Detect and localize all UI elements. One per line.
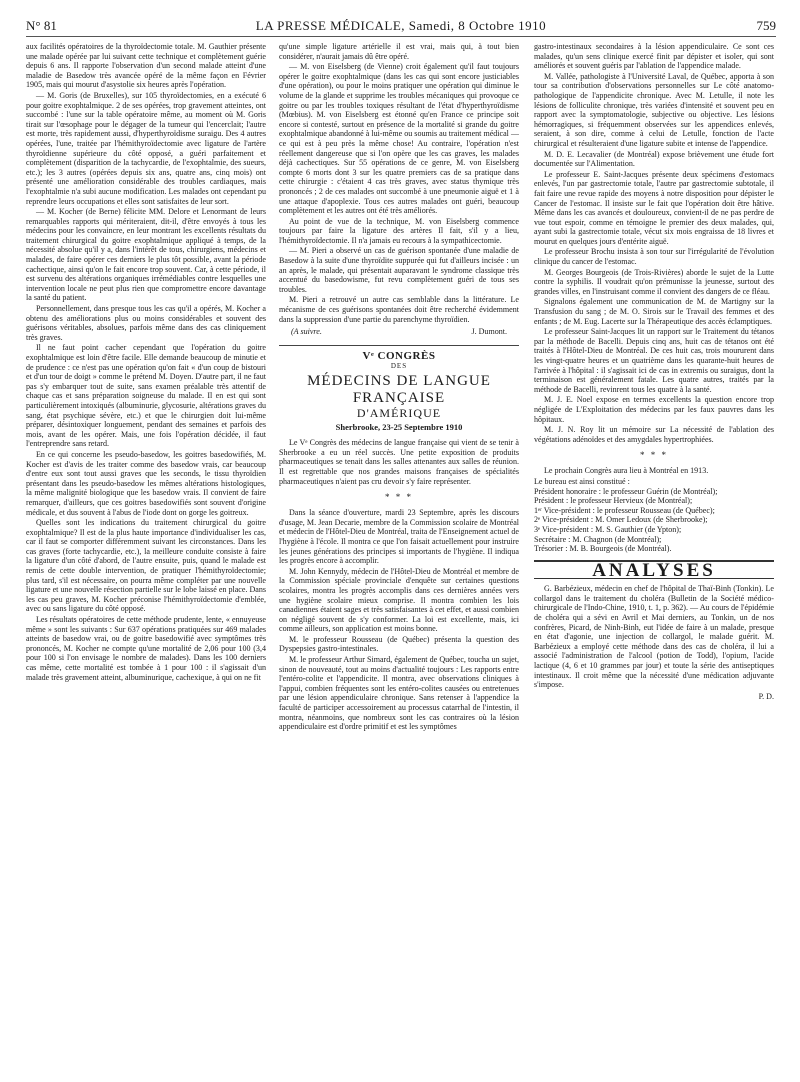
author-name: J. Dumont.: [471, 327, 507, 337]
officer-line: 2ᵉ Vice-président : M. Omer Ledoux (de Sherbrooke);: [534, 515, 708, 525]
officer-line: Président honoraire : le professeur Guérin (de Montréal);: [534, 486, 718, 496]
paragraph: Le prochain Congrès aura lieu à Montréal en 1913.: [544, 466, 709, 476]
paragraph: M. Pieri a retrouvé un autre cas semblable dans la littérature. Le mécanisme de ces guérisons spontanées doit être recherché évidemment dans la suppression d'une partie du parenchyme thyroïdien.: [279, 295, 519, 324]
paragraph: Au point de vue de la technique, M. von Eiselsberg commence toujours par faire la ligature des artères Il fait, s'il y a lieu, l'hémithyroïdectomie. Il n'a jamais eu recours à la sympathicectomie.: [279, 216, 519, 245]
newspaper-page: [26, 16, 776, 1066]
issue-number: N° 81: [26, 18, 57, 33]
paragraph: G. Barbézieux, médecin en chef de l'hôpital de Thaï-Binh (Tonkin). Le collargol dans le traitement du choléra (Bulletin de la Société médico-chirurgicale de l'Indo-Chine, 1910, t. 1, p. 362). — Au cours de l'épidémie de choléra qui a sévi en Avril et Mai derniers, au Tonkin, un de nos confrères, Picard, de Ninh-Binh, eut l'idée de faire à un malade, presque en état d'agonie, une injection de collargol, le malade guérit. M. Barbézieux a employé cette méthode dans des cas de choléra, il lui a associé l'administration de l'alcool (potion de Todd), l'opium, l'acide lactique (4, 6 et 10 grammes par jour) et toute la série des antiseptiques intestinaux. Il croit même que la nécessité d'une médication adjuvante s'impose.: [534, 584, 774, 690]
congress-des: DES: [390, 362, 408, 371]
analysis-signature: P. D.: [758, 691, 774, 701]
section-stars: * * *: [640, 450, 668, 461]
paragraph: Le professeur Brochu insista à son tour sur l'irrégularité de l'évolution clinique du cancer de l'estomac.: [534, 247, 774, 267]
paragraph: Le professeur Saint-Jacques lit un rapport sur le Traitement du tétanos par la méthode de Bacelli. Depuis cinq ans, huit cas de tétanos ont été traités à l'Hôtel-Dieu de Montréal. De ces huit cas, trois moururent dans les vingt-quatre heures et un quatrième dans les quarante-huit heures de l'arrivée à l'hôpital : il s'agissait ici de cas in extremis ou suraigus, dont la terminaison est généralement fatale. Les quatre autres, traités par la méthode de Bacelli, revinrent tous les quatre à la santé.: [534, 327, 774, 394]
paragraph: Dans la séance d'ouverture, mardi 23 Septembre, après les discours d'usage, M. Jean Decarie, membre de la Commission scolaire de Montréal et médecin de l'Hôtel-Dieu de Montréal, traita de l'Enseignement actuel de l'hygiène à l'école. Il montra ce que l'on faisait actuellement pour instruire les jeunes générations des principes si importants de l'hygiène. Il indiqua les progrès encore à accomplir.: [279, 508, 519, 566]
column-2: [279, 42, 519, 1062]
divider: [279, 345, 519, 346]
paragraph: M. le professeur Arthur Simard, également de Québec, toucha un sujet, sinon de nouveauté, tout au moins d'actualité toujours : Les rapports entre l'entéro-colite et l'appendicite. Il montra, avec observations cliniques à l'appui, combien fréquentes sont les entéro-colites causées ou entretenues par une lésion appendiculaire chronique. Sans retenser à l'appendice la faculté de participer accessoirement au processus catarrhal de l'intestin, il montra, néanmoins, que nombreux sont les cas contraires où la lésion appendiculaire est d'ordre primitif et est les symptômes: [279, 655, 519, 732]
paragraph: Le Vᵉ Congrès des médecins de langue française qui vient de se tenir à Sherbrooke a eu un réel succès. Une petite exposition de produits pharmaceutiques se tenait dans les salles attenantes aux salles de réunion. Il est regrettable que nos grandes maisons françaises de spécialités pharmaceutiques n'aient pas cru devoir s'y faire représenter.: [279, 438, 519, 486]
journal-title: LA PRESSE MÉDICALE, Samedi, 8 Octobre 1910: [255, 18, 547, 33]
officer-line: Trésorier : M. B. Bourgeois (de Montréal).: [534, 544, 672, 554]
congress-ordinal: Vᵉ CONGRÈS: [362, 349, 436, 362]
paragraph: M. Georges Bourgeois (de Trois-Rivières) aborde le sujet de la Lutte contre la syphilis. Il voudrait qu'on prémunisse la jeunesse, surtout des grandes villes, en l'instruisant comme il convient des dangers de ce fléau.: [534, 267, 774, 296]
columns: [26, 42, 776, 1062]
page-header: [26, 16, 776, 37]
paragraph: — M. Pieri a observé un cas de guérison spontanée d'une maladie de Basedow à la suite d'une thyroïdite suppurée qui fut d'ailleurs incisée : un an après, le malade, qui présentait auparavant le syndrome classique très accentué du basedowisme, fut revu complètement guéri de tous ses troubles.: [279, 246, 519, 294]
paragraph: — M. von Eiselsberg (de Vienne) croit également qu'il faut toujours opérer le goitre exophtalmique (dans les cas qui sont encore justiciables d'une opération), ou pour le moins pratiquer une opération qui diminue le volume de la glande et supprime les troubles mécaniques qui provoque ce goitre ou par les troubles toxiques résultant de l'état d'hyperthyroïdisme (Mœbius). M. von Eiselsberg est étonné qu'en France ce principe soit encore si contesté, surtout en présence de la mortalité si grande du goitre exophtalmique abandonné à lui-même ou soumis au traitement médical — ce qui est à peu près la même chose! Au contraire, l'opération n'est réellement dangereuse que si l'on opère que les cas graves, les malades déjà cachectiques. Sur 55 opérations de ce genre, M. von Eiselsberg compte 6 morts dont 3 sur les quatre premiers cas de sa pratique dans cette chirurgie : c'étaient 4 cas très graves, avec status thymique très prononcés ; 2 de ces malades ont succombé à une pneumonie aiguë et 1 à une attaque d'apoplexie. Tous ces autres malades ont guéri, beaucoup complètement et les autres ont été très améliorés.: [279, 62, 519, 216]
analyses-heading: ANALYSES: [534, 560, 774, 580]
paragraph: M. John Kennydy, médecin de l'Hôtel-Dieu de Montréal et membre de la Commission spéciale provinciale d'enquête sur certaines questions scolaires, montra les progrès accomplis dans ces dernières années vers une hygiène scolaire mieux comprise. Il montra combien les lois canadiennes étaient sages et très satisfaisantes à cet effet, et aussi combien on négligé souvent de s'y conformer. La loi est excellente, mais, ici comme ailleurs, son application est moins bonne.: [279, 566, 519, 634]
officer-line: 1ᵉʳ Vice-président : le professeur Rousseau (de Québec);: [534, 505, 715, 515]
congress-place-date: Sherbrooke, 23-25 Septembre 1910: [335, 421, 463, 432]
officer-line: 3ᵉ Vice-président : M. S. Gauthier (de Ypton);: [534, 524, 682, 534]
paragraph: gastro-intestinaux secondaires à la lésion appendiculaire. Ce sont ces malades, qu'un sens clinique exercé finit par dépister et isoler, qui sont améliorés et souvent guéris par l'ablation de l'appendice malade.: [534, 42, 774, 71]
paragraph: aux facilités opératoires de la thyroïdectomie totale. M. Gauthier présente une malade opérée par lui suivant cette technique et complètement guérie depuis 6 ans. Il rapporte l'observation d'un second malade atteint d'une maladie de Basedow très avancée opéré de la même façon en Février 1905, mais qui mourut d'asystolie six heures après l'opération.: [26, 42, 266, 90]
to-be-continued: (A suivre.: [291, 327, 322, 337]
paragraph: En ce qui concerne les pseudo-basedow, les goitres basedowifiés, M. Kocher est d'avis de les traiter comme des basedow vrais, car beaucoup d'entre eux sont tout aussi graves que les seconds, le tissu thyroïdien présentant dans les pseudo-basedow les mêmes altérations histologiques, la même malignité biologique que les basedow vrais. Il convient de faire remarquer, d'ailleurs, que ces goitres basedowifiés sont souvent d'origine médicale, et dus souvent à l'abus de l'iode dont on gorge les goitreux.: [26, 449, 266, 517]
paragraph: Il ne faut point cacher cependant que l'opération du goitre exophtalmique est loin d'être facile. Elle demande beaucoup de minutie et de prudence : ce n'est pas une opération qu'on fait « d'un coup de bistouri et d'un tour de doigt » comme le prétend M. Doyen. D'autre part, il ne faut pas s'y embarquer tout de suite, sans examen préalable très attentif de chaque cas et sans préparation soigneuse du malade. Il en est qui sont particulièrement intoxiqués (albuminurie, glycosurie, altérations graves du sang, état psychique sévère, etc.) et que le chirurgien doit lui-même préparer, désintoxiquer longuement, pendant des semaines et parfois des mois, avant de les opérer. Mais, une fois l'opération décidée, il faut l'entreprendre sans retard.: [26, 343, 266, 449]
paragraph: M. J. E. Noel expose en termes excellents la question encore trop négligée de L'Exploitation des médecins par les faux pauvres dans les hôpitaux.: [534, 395, 774, 424]
officers-list: [534, 477, 774, 554]
officer-line: Président : le professeur Hervieux (de Montréal);: [534, 496, 693, 506]
page-number: 759: [756, 18, 776, 33]
congress-subtitle: D'AMÉRIQUE: [356, 406, 442, 420]
officer-line: Secrétaire : M. Chagnon (de Montréal);: [534, 534, 662, 544]
paragraph: — M. Kocher (de Berne) félicite MM. Delore et Lenormant de leurs remarquables rapports qui mériteraient, dit-il, d'être envoyés à tous les médecins pour les convaincre, en leur montrant les excellents résultats du traitement chirurgical du goitre exophtalmique appliqué à temps, de la nécessité absolue qu'il y a, dans l'intérêt de tous, chirurgiens, médecins et malades, de faire opérer ces derniers le plus tôt possible, avant la période cachectique, ainsi qu'on le fait encore trop souvent. Car, à cette période, il est survenu des altérations organiques irrémédiables contre lesquelles une intervention locale ne peut plus rien que compromettre encore davantage la santé du patient.: [26, 207, 266, 303]
paragraph: Personnellement, dans presque tous les cas qu'il a opérés, M. Kocher a obtenu des améliorations plus ou moins considérables et souvent des guérisons véritables, absolues, parfois même dans des cas cliniquement très graves.: [26, 304, 266, 342]
paragraph: M. Vallée, pathologiste à l'Université Laval, de Québec, apporta à son tour sa contribution d'observations personnelles sur Le côté anatomo-pathologique de l'appendicite chronique. Avec M. Letulle, il note les lésions de folliculite chronique, très variées d'intensité et souvent peu en rapport avec la symptomatologie, subjective ou objective. Les lésions hémorragiques, si fréquemment observées sur les appendices enlevés, seraient, à son dire, comme à celui de Letulle, fonction de l'acte chirurgical et résulteraient d'une ligature subite et intense de l'appendice.: [534, 71, 774, 148]
officer-line: Le bureau est ainsi constitué :: [534, 476, 630, 486]
paragraph: M. D. E. Lecavalier (de Montréal) expose brièvement une étude fort documentée sur l'Alimentation.: [534, 149, 774, 169]
congress-heading: [279, 349, 519, 432]
section-stars: * * *: [385, 492, 413, 503]
paragraph: Signalons également une communication de M. de Martigny sur la Transfusion du sang ; de M. O. Sirois sur le Travail des femmes et des enfants ; de M. Eug. Lacerte sur la Thérapeutique des accès éclamptiques.: [534, 297, 774, 326]
paragraph: M. le professeur Rousseau (de Québec) présenta la question des Dyspepsies gastro-intestinales.: [279, 634, 519, 654]
paragraph: Quelles sont les indications du traitement chirurgical du goitre exophtalmique? Il est de la plus haute importance d'individualiser les cas, car il faut se comporter différemment suivant les circonstances. Dans les cas graves (forte tachycardie, etc.), la meilleure conduite consiste à faire la ligature d'un côté d'abord, de l'autre ensuite, puis, quand le malade est remis de cette double intervention, de pratiquer l'hémithyroïdectomie; plus tard, s'il est nécessaire, on pourra même compléter par une nouvelle ligature et une nouvelle résection partielle sur le lobe laissé en place. Dans les cas peu graves, M. Kocher préconise l'hémithyroïdectomie d'emblée, avec ou sans ligature du côté opposé.: [26, 518, 266, 614]
paragraph: Le professeur E. Saint-Jacques présente deux spécimens d'estomacs enlevés, l'un par gastrectomie totale, l'autre par gastrectomie subtotale, il fait faire une revue rapide des moyens à notre disposition pour dépister le Cancer de l'estomac. Il insiste sur le fait que l'opération doit être hâtive. Même dans les cas avancés et douloureux, convient-il de ne pas perdre de vue tout espoir, comme en témoigne le premier des deux malades, qui, ayant subi la gastrectomie totale, vécut six mois engraissa de 18 livres et mourut en quelques jours d'entérite aiguë.: [534, 169, 774, 246]
paragraph: Les résultats opératoires de cette méthode prudente, lente, « ennuyeuse même » sont les suivants : Sur 637 opérations pratiquées sur 469 malades atteints de basedow vrai, ou de goitre basedowifié avec symptômes très prononcés, M. Kocher ne compte qu'une mortalité de 2,06 pour 100 (3,4 pour 100 si l'on envisage le nombre de malades). Dans les 100 derniers cas même, cette mortalité est tombée à 1 pour 100 : il s'agissait d'un malade très gravement atteint, albuminurique, cachexique, à qui on ne fit: [26, 615, 266, 682]
paragraph: — M. Goris (de Bruxelles), sur 105 thyroïdectomies, en a exécuté 6 pour goitre exophtalmique. 2 de ses opérées, trop gravement atteintes, ont succombé : l'une sur la table opératoire même, au moment où M. Goris tirait sur l'œsophage pour le dégager de la tumeur qui l'encerclait; l'autre est morte, très rapidement aussi, d'hyperthyroïdisme suraigu. Des 4 autres opérées, l'une, traitée par l'hémithyroïdectomie avec ligature de l'artère thyroïdienne supérieure du côté opposé, a guéri parfaitement et complètement (disparition de la tachycardie, de l'exophtalmie, des sueurs, etc.); les 3 autres (opérées depuis six ans, quatre ans, cinq mois) ont présenté une amélioration considérable des troubles cardiaques, mais l'exophtalmie n'a subi aucune modification. Les malades ont cependant pu reprendre leurs occupations et elles sont satisfaites de leur sort.: [26, 90, 266, 206]
column-3: [534, 42, 774, 1062]
paragraph: M. J. N. Roy lit un mémoire sur La nécessité de l'ablation des végétations adénoïdes et des amygdales hypertrophiées.: [534, 425, 774, 444]
paragraph: qu'une simple ligature artérielle il est vrai, mais qui, à tout bien considérer, n'aurait jamais dû être opéré.: [279, 42, 519, 61]
column-1: [26, 42, 266, 1062]
article-signature: [279, 325, 519, 341]
congress-title: MÉDECINS DE LANGUE FRANÇAISE: [307, 373, 491, 406]
